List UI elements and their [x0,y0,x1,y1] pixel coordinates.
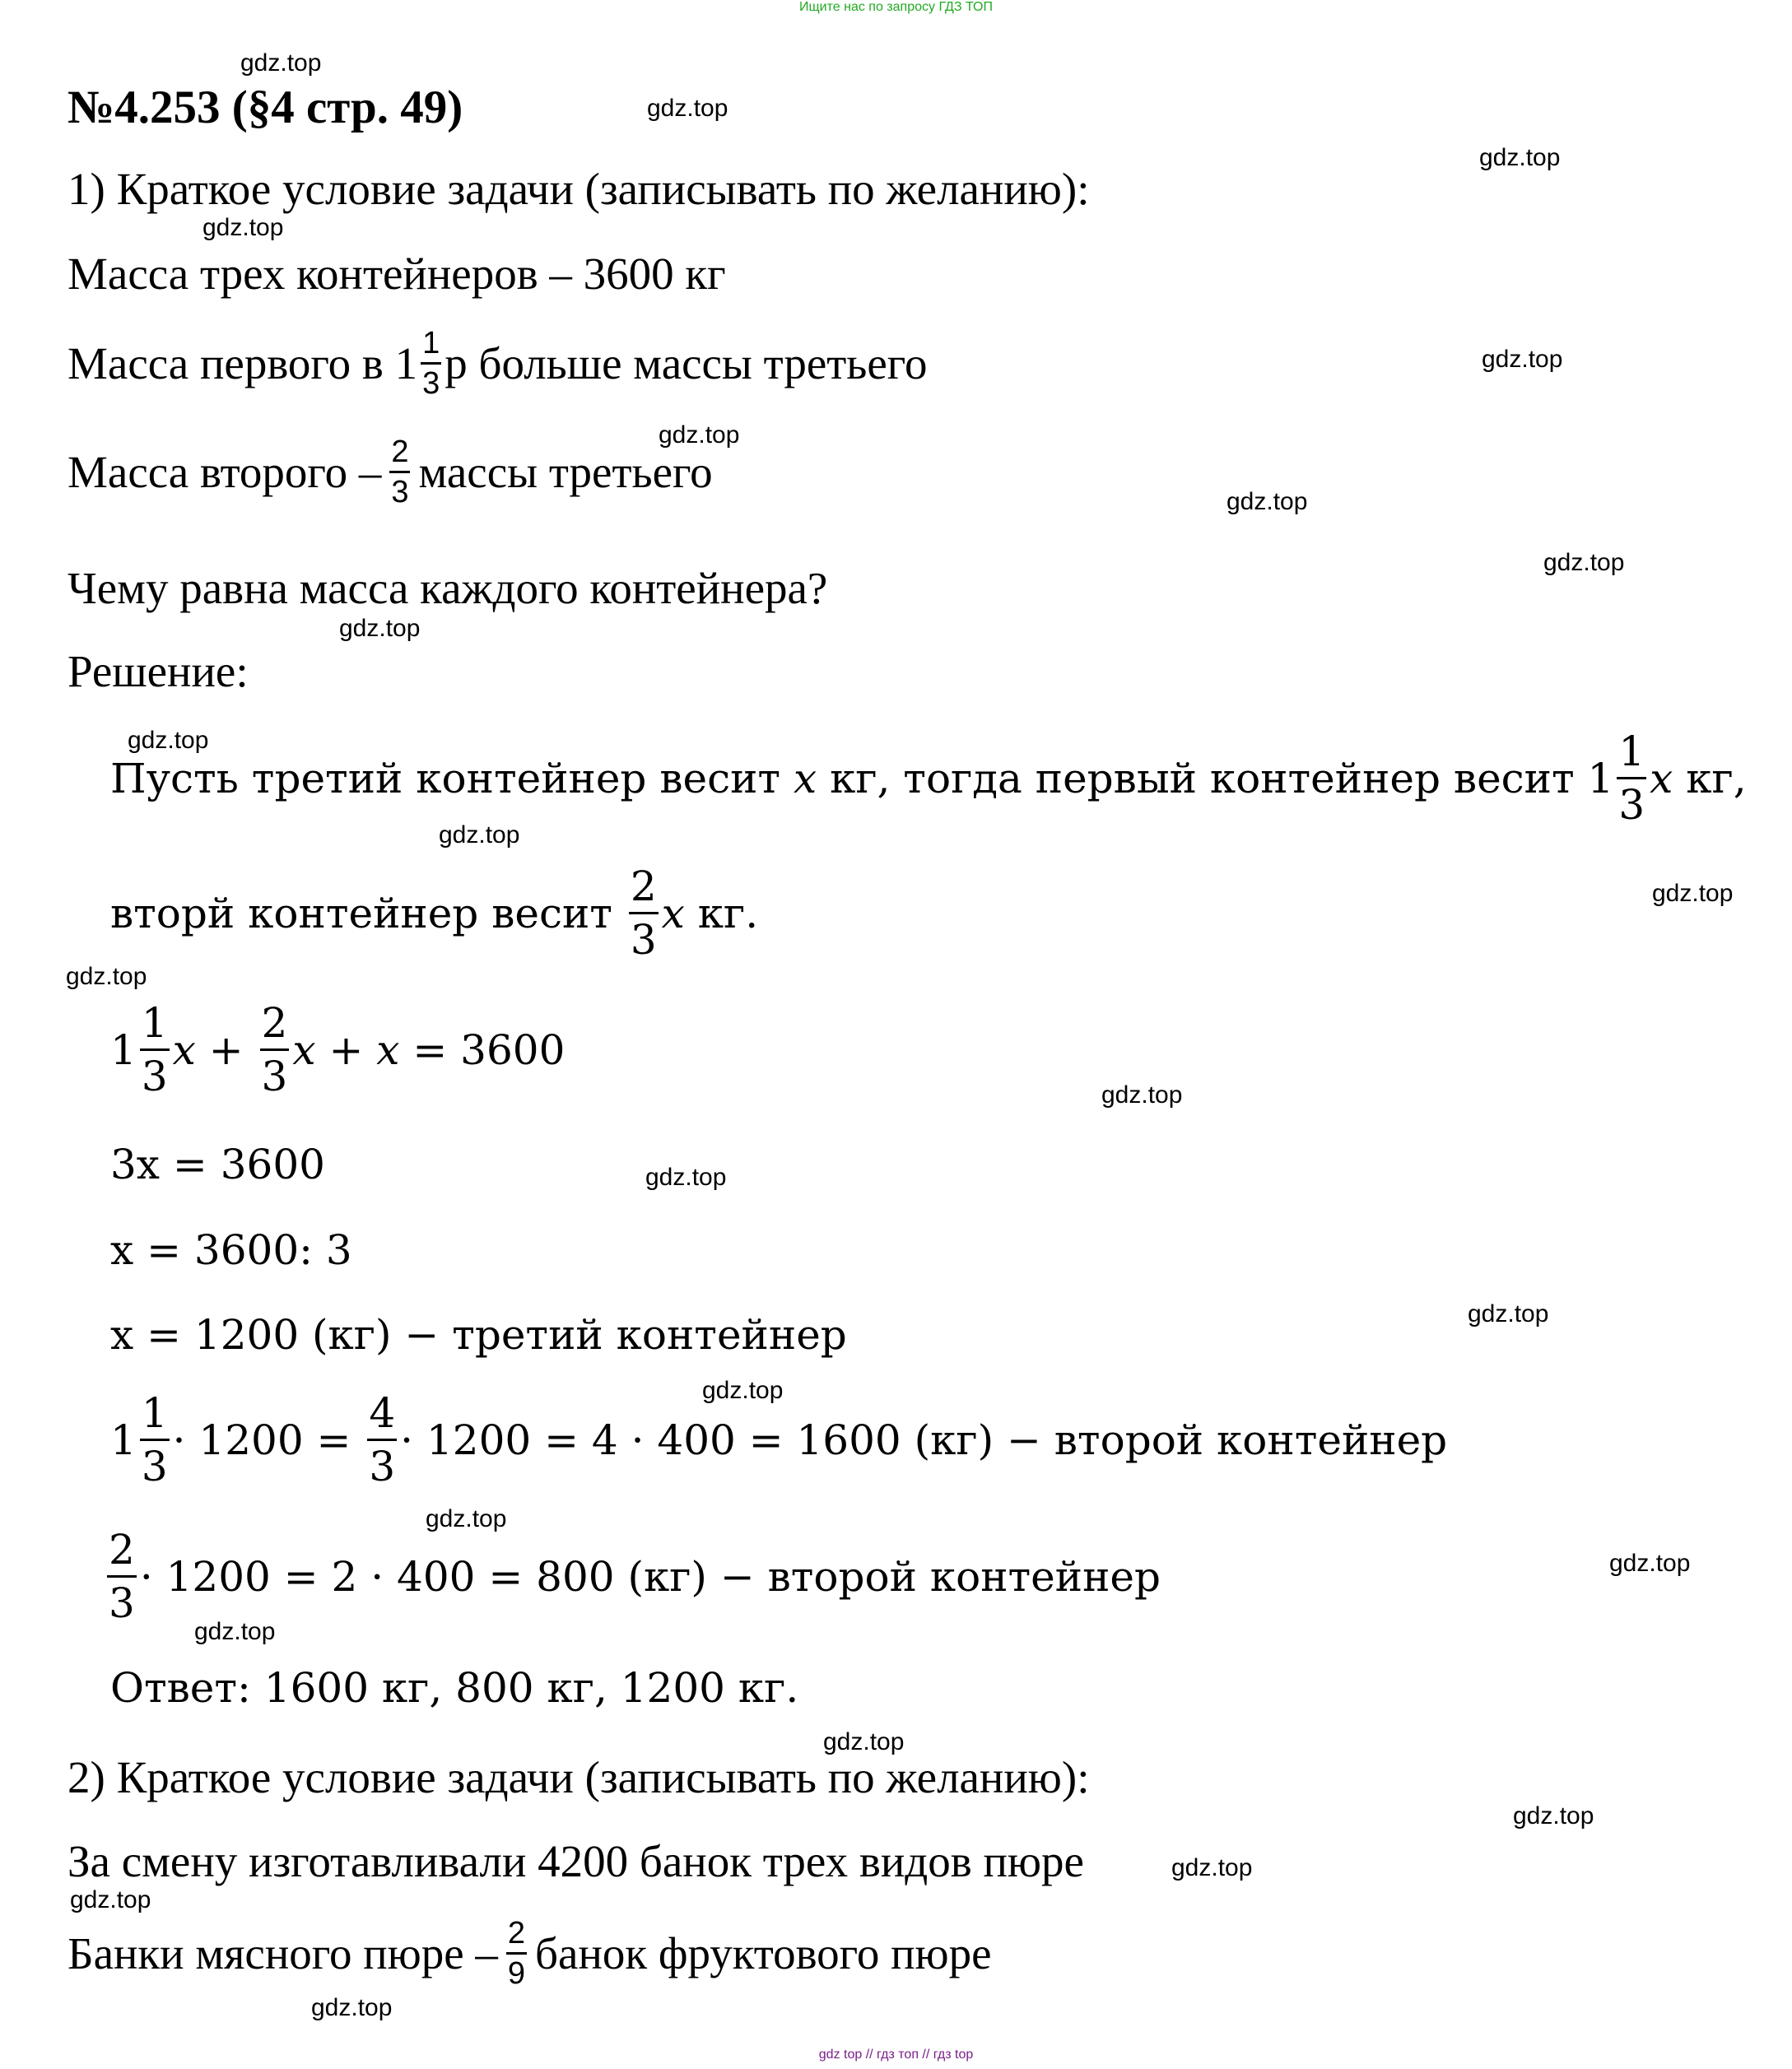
watermark: gdz.top [1652,880,1734,907]
bottom-banner: gdz top // гдз топ // гдз top [818,2048,974,2062]
solution-label: Решение: [67,646,249,696]
denominator: 3 [1618,781,1645,829]
watermark: gdz.top [311,1994,393,2021]
watermark: gdz.top [1609,1550,1691,1577]
watermark: gdz.top [823,1728,905,1755]
first-mass-post: р больше массы третьего [445,338,928,388]
denominator: 9 [507,1956,526,1991]
meat-pre: Банки мясного пюре – [67,1928,498,1978]
watermark: gdz.top [339,615,421,642]
first-mass-pre: Масса первого в 1 [67,338,418,388]
eq5-mid: · 1200 = [172,1416,351,1464]
watermark: gdz.top [194,1618,276,1645]
denominator: 3 [391,475,409,509]
numerator: 2 [630,862,657,910]
variable-x: x [376,1025,400,1074]
denominator: 3 [109,1579,135,1627]
denominator: 3 [141,1443,168,1490]
mass-total-line: Масса трех контейнеров – 3600 кг [67,249,726,299]
second-weight-line [110,862,759,964]
numerator: 2 [507,1916,526,1950]
fraction [629,862,659,964]
fraction [421,328,441,399]
watermark: gdz.top [240,49,322,77]
numerator: 1 [141,1389,168,1437]
watermark: gdz.top [426,1505,507,1532]
fraction [140,1389,170,1490]
numerator: 2 [391,435,409,469]
watermark: gdz.top [66,963,147,990]
denominator: 3 [422,366,440,401]
let-post: кг, [1686,754,1747,802]
watermark: gdz.top [1482,346,1563,373]
answer-line: Ответ: 1600 кг, 800 кг, 1200 кг. [110,1664,799,1712]
watermark: gdz.top [1226,488,1308,515]
watermark: gdz.top [439,821,520,849]
eq1-rhs: = 3600 [412,1025,566,1074]
fraction [506,1918,527,1989]
page-title: №4.253 (§4 стр. 49) [67,81,463,133]
part1-heading: 1) Краткое условие задачи (записывать по желанию): [67,164,1090,214]
first-mass-line [67,328,927,399]
watermark: gdz.top [645,1164,727,1191]
watermark: gdz.top [202,214,284,241]
watermark: gdz.top [1543,549,1625,576]
variable-x: x [793,754,817,802]
numerator: 1 [1618,728,1645,775]
equation-4: x = 1200 (кг) − третий контейнер [110,1311,847,1359]
numerator: 2 [109,1526,135,1574]
watermark: gdz.top [1101,1081,1183,1109]
meat-post: банок фруктового пюре [535,1928,992,1978]
fraction [1617,728,1646,829]
equation-2: 3x = 3600 [110,1141,325,1188]
watermark: gdz.top [1479,144,1561,171]
cans-total-line: За смену изготавливали 4200 банок трех видов пюре [67,1836,1084,1886]
fraction [367,1389,397,1490]
watermark: gdz.top [1171,1854,1253,1881]
watermark: gdz.top [659,421,740,449]
watermark: gdz.top [1513,1802,1594,1830]
equation-1 [110,999,566,1100]
question-line: Чему равна масса каждого контейнера? [67,563,828,613]
variable-x: x [661,889,685,937]
variable-x: x [1650,754,1673,802]
denominator: 3 [630,916,657,964]
eq1-lead: 1 [110,1025,137,1074]
variable-x: x [292,1025,316,1074]
watermark: gdz.top [70,1886,151,1913]
second-mass-line [67,436,713,508]
numerator: 1 [422,326,440,360]
denominator: 3 [141,1053,168,1100]
eq1-plus: + [328,1025,364,1074]
eq6-tail: · 1200 = 2 · 400 = 800 (кг) − второй контейнер [139,1552,1161,1601]
numerator: 1 [141,999,168,1047]
watermark: gdz.top [128,727,209,754]
fraction [107,1526,137,1627]
second-line-post: кг. [697,889,759,937]
watermark: gdz.top [702,1377,784,1404]
equation-6 [104,1526,1161,1627]
denominator: 3 [369,1443,396,1490]
variable-x: x [172,1025,196,1074]
fraction [140,999,170,1100]
fraction [260,999,290,1100]
watermark: gdz.top [1468,1300,1549,1327]
denominator: 3 [261,1053,288,1100]
eq1-plus: + [208,1025,244,1074]
let-pre: Пусть третий контейнер весит [110,754,781,802]
second-line-pre: вторй контейнер весит [110,889,612,937]
second-mass-post: массы третьего [418,447,713,497]
let-mid: кг, тогда первый контейнер весит 1 [830,754,1614,802]
second-mass-pre: Масса второго – [67,447,382,497]
let-line [110,728,1747,829]
eq5-tail: · 1200 = 4 · 400 = 1600 (кг) − второй контейнер [400,1416,1448,1464]
equation-3: x = 3600: 3 [110,1226,352,1274]
part2-heading: 2) Краткое условие задачи (записывать по желанию): [67,1752,1090,1802]
watermark: gdz.top [647,95,728,122]
meat-puree-line [67,1918,992,1989]
fraction [389,436,410,508]
eq5-lead: 1 [110,1416,137,1464]
numerator: 4 [369,1389,396,1437]
top-banner: Ищите нас по запросу ГДЗ ТОП [799,0,993,14]
numerator: 2 [261,999,288,1047]
